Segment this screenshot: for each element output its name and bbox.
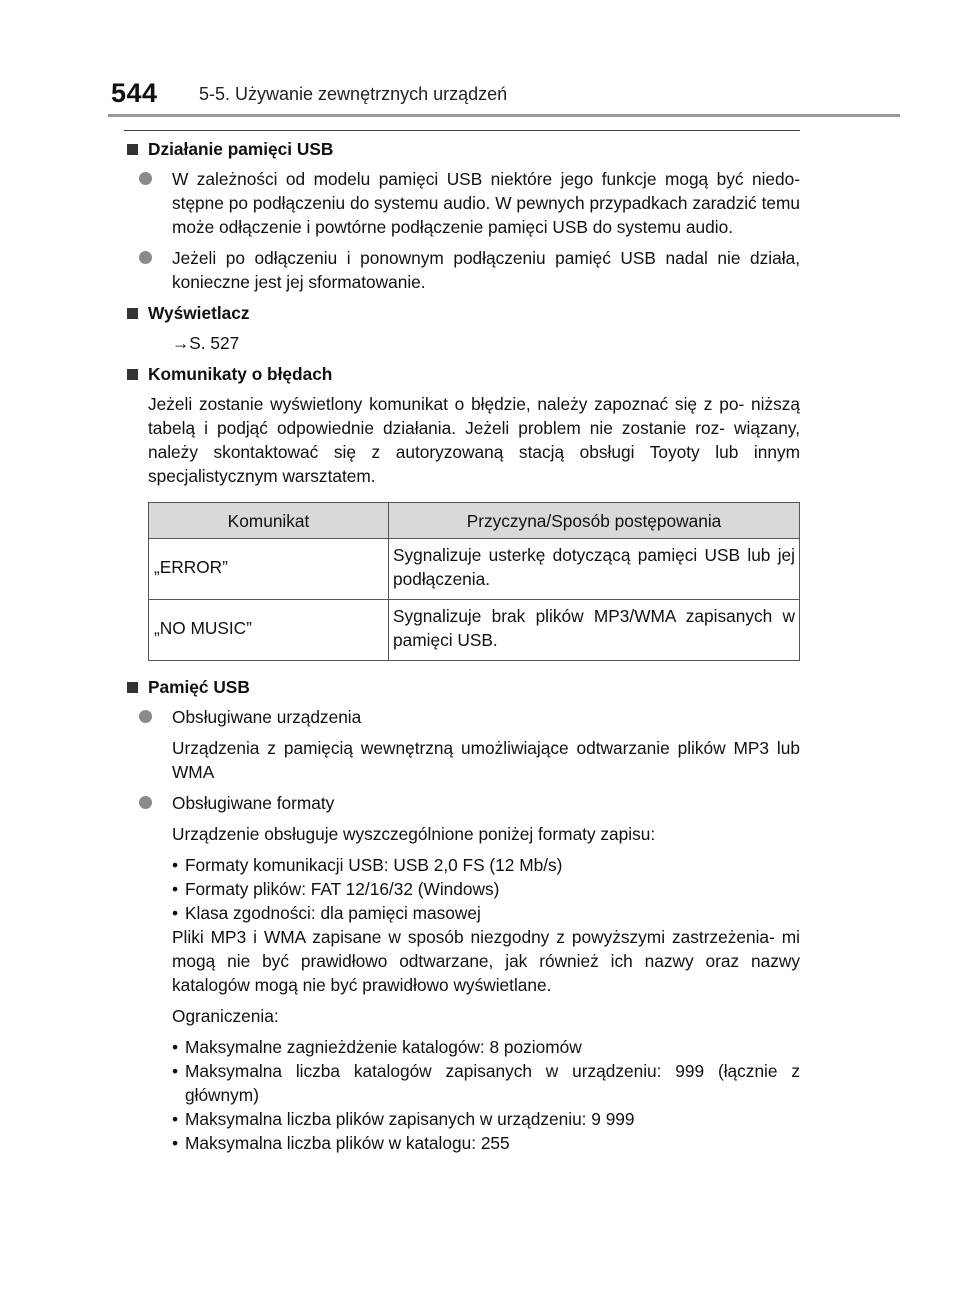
table-cell-cause: Sygnalizuje usterkę dotyczącą pamięci USB lub jej podłączenia. bbox=[389, 539, 800, 600]
section-heading-errors bbox=[126, 362, 800, 386]
list-item: • Maksymalne zagnieżdżenie katalogów: 8 poziomów bbox=[172, 1037, 582, 1057]
list-item: • Maksymalna liczba katalogów zapisanych w urządzeniu: 999 (łącznie z głównym) bbox=[172, 1061, 800, 1105]
table-header-cause: Przyczyna/Sposób postępowania bbox=[389, 503, 800, 539]
errors-intro: Jeżeli zostanie wyświetlony komunikat o błędzie, należy zapoznać się z po- niższą tabelą i podjąć odpowiednie działania. Jeżeli problem nie zostanie roz- wiązany, należy skontaktować się z autoryzowaną stacją obsługi Toyoty lub innym specjalistycznym warsztatem. bbox=[148, 394, 800, 486]
formats-note: Pliki MP3 i WMA zapisane w sposób niezgodny z powyższymi zastrzeżenia- mi mogą nie być prawidłowo odtwarzane, jak również ich nazwy oraz nazwy katalogów mogą nie być prawidłowo wyświetlane. bbox=[172, 927, 800, 995]
list-item: • Formaty komunikacji USB: USB 2,0 FS (12 Mb/s) bbox=[172, 855, 563, 875]
list-item: • Maksymalna liczba plików zapisanych w urządzeniu: 9 999 bbox=[172, 1109, 635, 1129]
bullet-item bbox=[126, 246, 800, 294]
formats-list bbox=[126, 853, 800, 997]
bullet-item bbox=[126, 167, 800, 239]
bullet-item bbox=[126, 705, 800, 729]
list-item: • Formaty plików: FAT 12/16/32 (Windows) bbox=[172, 879, 500, 899]
bullet-text: Jeżeli po odłączeniu i ponownym podłączeniu pamięć USB nadal nie działa, konieczne jest jej sformatowanie. bbox=[172, 248, 800, 292]
list-item: • Maksymalna liczba plików w katalogu: 255 bbox=[172, 1133, 510, 1153]
page-number: 544 bbox=[111, 78, 158, 108]
circle-bullet-icon bbox=[139, 710, 152, 723]
section-title: Pamięć USB bbox=[148, 677, 250, 697]
table-header-message: Komunikat bbox=[149, 503, 389, 539]
limits-list bbox=[126, 1035, 800, 1155]
bullet-text: Obsługiwane formaty bbox=[172, 793, 335, 813]
square-bullet-icon bbox=[127, 144, 138, 155]
bullet-text: W zależności od modelu pamięci USB niektóre jego funkcje mogą być niedo- stępne po podłączeniu do systemu audio. W pewnych przypadkach zaradzić temu może odłączenie i powtórne podłączenie pamięci USB do systemu audio. bbox=[172, 169, 800, 237]
section-heading-display bbox=[126, 301, 800, 325]
section-rule bbox=[124, 130, 800, 131]
square-bullet-icon bbox=[127, 369, 138, 380]
list-item: • Klasa zgodności: dla pamięci masowej bbox=[172, 903, 481, 923]
bullet-item bbox=[126, 791, 800, 815]
section-title: Wyświetlacz bbox=[148, 303, 250, 323]
formats-intro: Urządzenie obsługuje wyszczególnione poniżej formaty zapisu: bbox=[172, 824, 656, 844]
chapter-title: 5-5. Używanie zewnętrznych urządzeń bbox=[199, 84, 508, 104]
circle-bullet-icon bbox=[139, 251, 152, 264]
page-reference: →S. 527 bbox=[172, 333, 240, 353]
table-cell-message: „NO MUSIC” bbox=[149, 600, 389, 661]
section-heading-usb-operation bbox=[126, 137, 800, 161]
square-bullet-icon bbox=[127, 308, 138, 319]
limits-title: Ograniczenia: bbox=[172, 1006, 279, 1026]
table-row bbox=[149, 539, 800, 600]
circle-bullet-icon bbox=[139, 796, 152, 809]
error-table bbox=[148, 502, 800, 661]
square-bullet-icon bbox=[127, 682, 138, 693]
section-title: Komunikaty o błędach bbox=[148, 364, 333, 384]
page-content bbox=[126, 137, 800, 1162]
table-cell-cause: Sygnalizuje brak plików MP3/WMA zapisanych w pamięci USB. bbox=[389, 600, 800, 661]
devices-text: Urządzenia z pamięcią wewnętrzną umożliwiające odtwarzanie plików MP3 lub WMA bbox=[172, 738, 800, 782]
circle-bullet-icon bbox=[139, 172, 152, 185]
bullet-text: Obsługiwane urządzenia bbox=[172, 707, 362, 727]
header-rule bbox=[108, 114, 900, 117]
section-title: Działanie pamięci USB bbox=[148, 139, 334, 159]
table-cell-message: „ERROR” bbox=[149, 539, 389, 600]
table-row bbox=[149, 600, 800, 661]
section-heading-usb-memory bbox=[126, 675, 800, 699]
